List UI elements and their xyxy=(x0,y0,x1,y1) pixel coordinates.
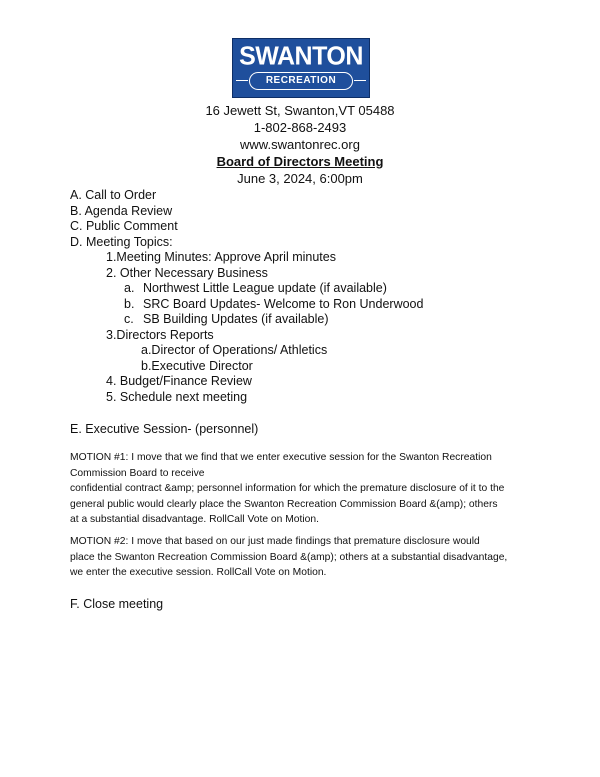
motion-1-line-1: MOTION #1: I move that we find that we enter executive session for the Swanton Recreation xyxy=(70,452,492,463)
agenda-item-d2b: SRC Board Updates- Welcome to Ron Underwood xyxy=(143,297,424,311)
agenda-item-d2c-marker: c. xyxy=(124,312,134,326)
header-address: 16 Jewett St, Swanton,VT 05488 xyxy=(205,103,395,118)
motion-1-line-4: general public would clearly place the Swanton Recreation Commission Board &(amp); others xyxy=(70,498,498,510)
agenda-item-d3a: a.Director of Operations/ Athletics xyxy=(141,343,328,357)
title-row xyxy=(0,154,600,170)
agenda-item-d3b: b.Executive Director xyxy=(141,359,253,373)
agenda-item-d2c: SB Building Updates (if available) xyxy=(143,312,329,326)
agenda-item-d2b-marker: b. xyxy=(124,297,135,311)
header-website: www.swantonrec.org xyxy=(240,137,360,152)
motion-2-line-1: MOTION #2: I move that based on our just made findings that premature disclosure would xyxy=(70,536,480,547)
meeting-date: June 3, 2024, 6:00pm xyxy=(237,171,363,186)
motion-1 xyxy=(70,450,540,528)
motion-1-line-2: Commission Board to receive xyxy=(70,467,205,479)
agenda-item-d2a: Northwest Little League update (if available) xyxy=(143,281,387,295)
agenda-item-f: F. Close meeting xyxy=(70,597,164,611)
agenda-item-b: B. Agenda Review xyxy=(70,204,173,218)
swanton-recreation-logo xyxy=(232,38,370,98)
motion-1-line-5: at a substantial disadvantage. RollCall Vote on Motion. xyxy=(70,514,319,525)
motion-2 xyxy=(70,534,540,581)
motion-1-line-3: confidential contract &amp; personnel information for which the premature disclosure of it to the xyxy=(70,483,505,494)
agenda-item-c: C. Public Comment xyxy=(70,219,178,233)
agenda-item-e: E. Executive Session- (personnel) xyxy=(70,422,259,436)
logo-title: SWANTON xyxy=(239,41,363,71)
header-phone: 1-802-868-2493 xyxy=(253,120,347,135)
logo-subtitle: RECREATION xyxy=(265,75,337,86)
agenda-item-d2a-marker: a. xyxy=(124,281,135,295)
motion-2-line-3: we enter the executive session. RollCall Vote on Motion. xyxy=(70,567,327,578)
agenda-item-a: A. Call to Order xyxy=(70,188,157,202)
logo-ribbon xyxy=(249,72,353,90)
agenda-item-d4: 4. Budget/Finance Review xyxy=(106,374,252,388)
agenda-item-d5: 5. Schedule next meeting xyxy=(106,390,248,404)
agenda-item-d2: 2. Other Necessary Business xyxy=(106,266,268,280)
motion-2-line-2: place the Swanton Recreation Commission Board &(amp); others at a substantial disadvantage, xyxy=(70,551,508,563)
agenda-item-d: D. Meeting Topics: xyxy=(70,235,173,249)
meeting-title: Board of Directors Meeting xyxy=(216,154,384,169)
agenda-item-d3: 3.Directors Reports xyxy=(106,328,214,342)
agenda-item-d1: 1.Meeting Minutes: Approve April minutes xyxy=(106,250,336,264)
